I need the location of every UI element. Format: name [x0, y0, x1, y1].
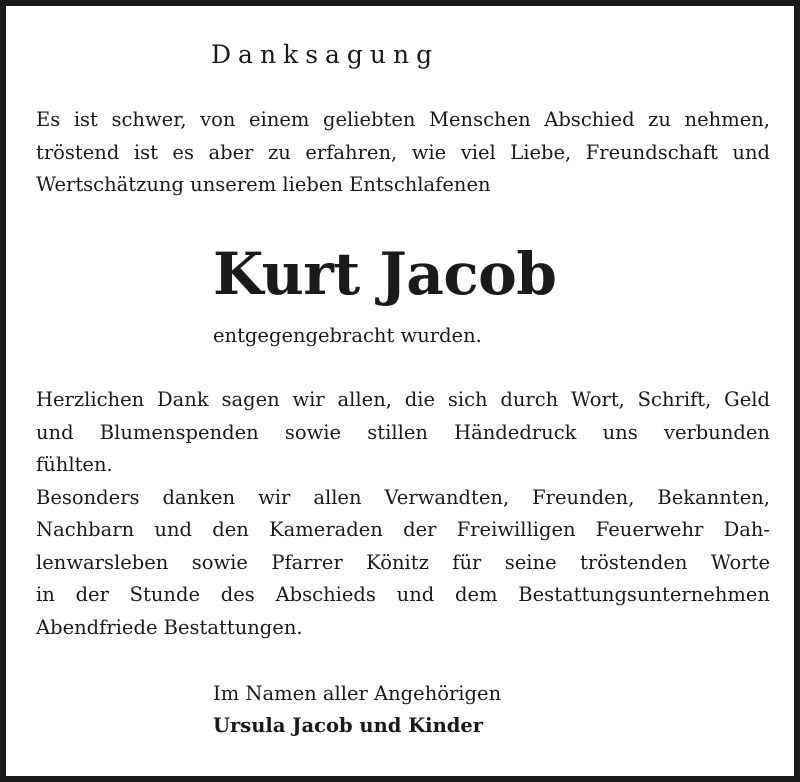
thanks-line: Abendfriede Bestattungen.	[36, 615, 303, 639]
thanks-line: und Blumenspenden sowie stillen Händedruck uns verbunden	[36, 420, 770, 444]
thanks-line: Besonders danken wir allen Verwandten, Freunden, Bekannten,	[36, 485, 770, 509]
thanks-line: lenwarsleben sowie Pfarrer Könitz für seine tröstenden Worte	[36, 550, 770, 574]
thanks-line: in der Stunde des Abschieds und dem Bestattungsunternehmen	[36, 583, 770, 606]
brought-text: entgegengebracht wurden.	[213, 324, 482, 347]
thanks-line: Nachbarn und den Kameraden der Freiwilligen Feuerwehr Dah-	[36, 518, 770, 541]
signature-intro: Im Namen aller Angehörigen	[213, 682, 502, 705]
signature-names: Ursula Jacob und Kinder	[213, 714, 484, 737]
intro-line: Es ist schwer, von einem geliebten Menschen Abschied zu nehmen,	[36, 108, 770, 131]
thanks-line: Herzlichen Dank sagen wir allen, die sich durch Wort, Schrift, Geld	[36, 388, 770, 411]
intro-paragraph	[36, 104, 770, 202]
deceased-name: Kurt Jacob	[213, 240, 557, 308]
thanks-paragraph	[36, 384, 770, 644]
intro-line: tröstend ist es aber zu erfahren, wie viel Liebe, Freundschaft und	[36, 140, 770, 164]
notice-heading: Danksagung	[211, 40, 440, 69]
thanks-line: fühlten.	[36, 453, 113, 476]
intro-line: Wertschätzung unserem lieben Entschlafenen	[36, 173, 491, 196]
signature-block	[213, 678, 501, 742]
